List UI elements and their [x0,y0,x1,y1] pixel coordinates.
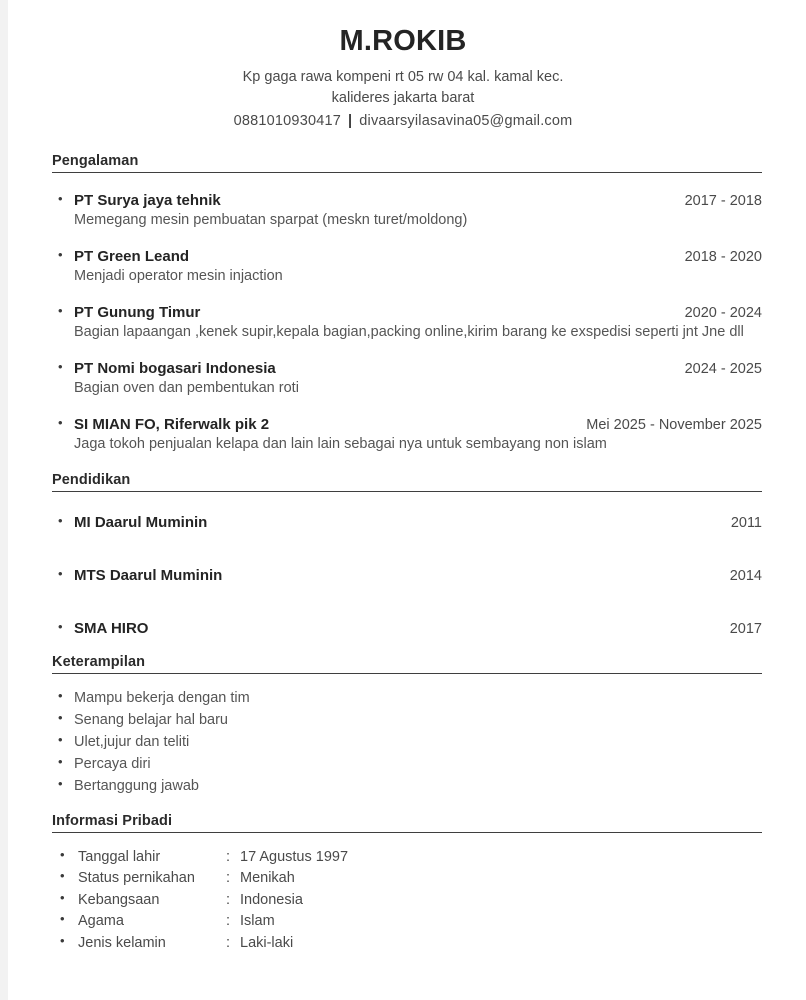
personal-info-list [52,847,762,954]
personal-info-value: Islam [240,913,275,930]
personal-info-colon: : [226,848,231,865]
experience-date: 2017 - 2018 [684,192,762,209]
address-block [193,67,613,109]
education-year: 2017 [729,620,762,637]
list-item [52,933,762,954]
address-line-1: Kp gaga rawa kompeni rt 05 rw 04 kal. kamal kec. [242,68,564,85]
personal-info-value: Laki-laki [240,934,294,951]
page-title: M.ROKIB [339,25,467,57]
list-item [52,620,762,637]
list-item [52,514,762,531]
personal-info-value: Menikah [240,870,295,887]
list-item [52,567,762,584]
experience-description: Bagian oven dan pembentukan roti [74,380,299,397]
skills-list [52,688,762,796]
experience-company: • PT Nomi bogasari Indonesia [74,359,276,377]
section-title-personal-info: Informasi Pribadi [52,812,173,829]
experience-date: Mei 2025 - November 2025 [586,416,762,433]
education-school: • MI Daarul Muminin [74,513,208,531]
personal-info-label: • Jenis kelamin [78,934,166,951]
list-item [52,359,762,399]
personal-info-label: • Tanggal lahir [78,848,161,865]
contact-line [0,113,806,129]
section-title-education: Pendidikan [52,471,131,488]
experience-description: Jaga tokoh penjualan kelapa dan lain lain sebagai nya untuk sembayang non islam [74,436,607,453]
section-experience [52,153,762,455]
section-education [52,472,762,637]
experience-description: Memegang mesin pembuatan sparpat (meskn turet/moldong) [74,212,468,229]
education-school: • SMA HIRO [74,619,149,637]
personal-info-colon: : [226,934,231,951]
address-line-2: kalideres jakarta barat [331,89,475,106]
personal-info-colon: : [226,913,231,930]
list-item [52,868,762,889]
section-skills [52,654,762,796]
list-item: • Senang belajar hal baru [52,710,762,730]
phone-number: 0881010930417 [233,112,342,129]
contact-separator: | [348,112,353,129]
list-item: • Bertanggung jawab [52,776,762,796]
list-item [52,890,762,911]
personal-info-label: • Kebangsaan [78,891,160,908]
personal-info-colon: : [226,870,231,887]
list-item [52,911,762,932]
section-title-experience: Pengalaman [52,152,139,169]
experience-entry-head [74,359,762,379]
experience-entry-head [74,303,762,323]
experience-description: Bagian lapaangan ,kenek supir,kepala bagian,packing online,kirim barang ke exspedisi seperti jnt Jne dll [74,324,744,341]
personal-info-colon: : [226,891,231,908]
list-item [52,415,762,455]
experience-entry-head [74,191,762,211]
experience-company: • SI MIAN FO, Riferwalk pik 2 [74,415,270,433]
section-divider-skills [52,673,762,674]
education-year: 2011 [730,514,762,531]
experience-description: Menjadi operator mesin injaction [74,268,283,285]
list-item [52,247,762,287]
experience-company: • PT Surya jaya tehnik [74,191,221,209]
section-title-skills: Keterampilan [52,653,146,670]
email-address: divaarsyilasavina05@gmail.com [359,112,573,129]
section-divider-personal-info [52,832,762,833]
experience-company: • PT Green Leand [74,247,190,265]
experience-date: 2020 - 2024 [684,304,762,321]
list-item: • Ulet,jujur dan teliti [52,732,762,752]
section-personal-info [52,813,762,954]
experience-company: • PT Gunung Timur [74,303,201,321]
education-school: • MTS Daarul Muminin [74,566,223,584]
list-item: • Percaya diri [52,754,762,774]
personal-info-label: • Status pernikahan [78,870,195,887]
list-item [52,303,762,343]
education-year: 2014 [729,567,762,584]
personal-info-label: • Agama [78,913,124,930]
section-divider-experience [52,172,762,173]
list-item: • Mampu bekerja dengan tim [52,688,762,708]
list-item [52,191,762,231]
experience-list [52,191,762,455]
experience-date: 2024 - 2025 [684,360,762,377]
list-item [52,847,762,868]
experience-entry-head [74,415,762,435]
experience-entry-head [74,247,762,267]
education-list [52,514,762,637]
personal-info-value: 17 Agustus 1997 [240,848,349,865]
experience-date: 2018 - 2020 [684,248,762,265]
resume-header [0,0,806,129]
section-divider-education [52,491,762,492]
personal-info-value: Indonesia [240,891,303,908]
